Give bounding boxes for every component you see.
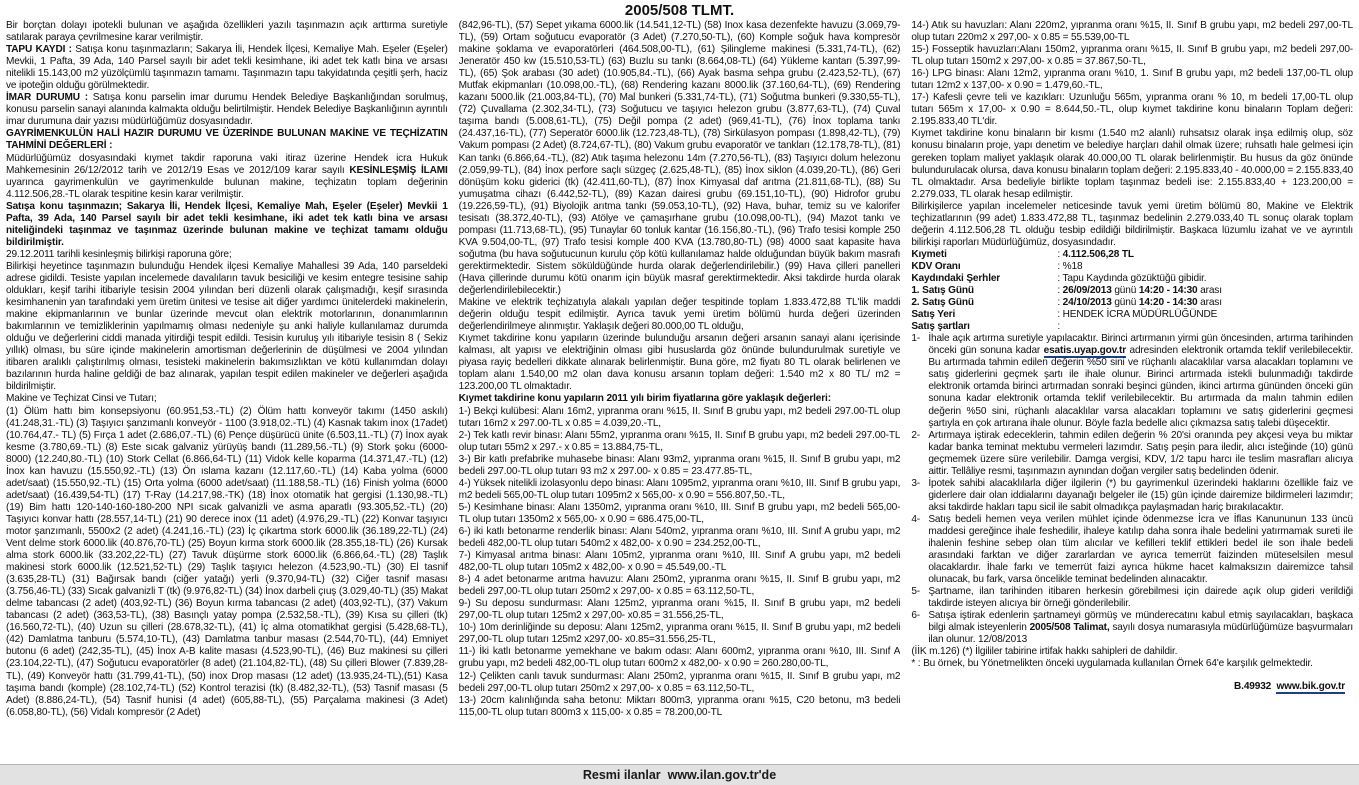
text-segment: 2-) Tek katlı revir binası: Alanı 55m2, yıpranma oranı %15, II. Sınıf B grubu yapı, m2 bedeli 297.00-TL olup tutarı 55m2 x 297.- x 0.85 = 13.884,75-TL, (458, 429, 901, 453)
text-segment: Kıymet takdirine konu yapıların 2011 yılı birim fiyatlarına göre yaklaşık değerleri: (458, 393, 831, 405)
kv-kiymeti (911, 249, 1353, 261)
paragraph (459, 478, 901, 502)
text-segment: Satışa konu parselin imar durumu Hendek Belediye Başkanlığından sorulmuş, konusu parselin sanayi alanında kalmakta olduğu belirtilmiştir. Hendek Belediye Başkanlığının ayrıntılı imar durumuna dair yazısı müdürlüğümüz dosyasındadır. (6, 92, 448, 128)
text-segment: Satışa konu taşınmazın; Sakarya İli, Hendek İlçesi, Kemaliye Mah, Eşeler (Eşeler) Mevkii 1 Pafta, 39 Ada, 140 Parsel sayılı bir adet tekli kesimhane, iki adet tek katlı bina ve arsası niteliğindeki taşınmaz ve taşınmaz üzerinde bulunan makine ve teçhizat tamamı olduğu bildirilmiştir. (6, 200, 448, 248)
paragraph (6, 249, 448, 261)
text-segment: arası (1197, 285, 1222, 297)
list-item-number: 1- (911, 333, 921, 345)
paragraph (911, 20, 1353, 44)
text-segment: : (1057, 297, 1063, 309)
text-segment: 14:20 - 14:30 (1138, 285, 1198, 297)
paragraph (911, 201, 1353, 249)
list-item-body (928, 514, 1353, 586)
kv-label: Satış şartları (911, 321, 970, 333)
text-segment: 26/09/2013 (1062, 285, 1112, 297)
text-segment: Bilirkişilerce yapılan incelemeler neticesinde tavuk yemi üretim bölümü 80, Makine ve Elektrik teçhizatlarının (99 adet) 1.833.472,88 TL, taşınmaz bedelinin 2.279.033,40 TL sonuç olarak toplam değerin 4.112.506,28 TL olduğu tesbip edildiği bildirilmiştir. Başkaca lüzumlu izahat ve ve ayrıntılı bilirkişi raporları Müdürlüğümüz, dosyasındadır. (911, 200, 1354, 248)
text-segment: Şartname, ilan tarihinden itibaren herkesin görebilmesi için dairede açık olup gideri verildiği takdirde isteyen alıcıya bir örneği gönderilebilir. (928, 586, 1354, 610)
text-segment: 4-) Yüksek nitelikli izolasyonlu depo binası: Alanı 1095m2, yıpranma oranı %10, III. Sınıf B grubu yapı, m2 bedeli 565,00-TL olup tutarı 1095m2 x 565,00- x 0.90 = 556.807,50.-TL, (458, 477, 901, 501)
paragraph (459, 502, 901, 526)
kv-label: 1. Satış Günü (911, 285, 974, 297)
paragraph (6, 44, 448, 92)
text-segment: İpotek sahibi alacaklılarla diğer ilgilerin (*) bu gayrimenkul üzerindeki haklarını özellikle faiz ve giderlere dair olan iddialarını dayanağı belgeler ile (15) gün içinde dairemize bildirmeleri lazımdır; aksi takdirde hakları tapu sicil ile sabit olmadıkça paylaşmadan hariç bırakılacaktır. (928, 477, 1354, 513)
text-segment: TAPU KAYDI : (6, 44, 76, 56)
kv-label: 2. Satış Günü (911, 297, 974, 309)
text-segment: (1) Ölüm hattı bim konsepsiyonu (60.951,53.-TL) (2) Ölüm hattı konveyör takımı (1450 askılı) (41.248,31.-TL) (3) Taşıyıcı şanzımanlı konveyör - 1100 (3.918,02.-TL) (4) Kasnak takım inox (17adet) (10.764,47.- TL) (5) Fırça 1 adet (2.686,07.-TL) (6) Pençe düşürücü ünite (6.503,11.-TL) (7) İnox ayak kesme (3.780,69.-TL) (8) Este sıcak galvaniz yürüyüş bandı (11.289,56.-TL) (9) Stork şoku (6000-8000) (12.240,80.-TL) (10) Stork Cellat (6.866,64-TL) (11) Vidok kelle koparma (14.371,47.-TL) (12) İnox kan havuzu (15.550,92.-TL) (13) Ön ıslama kazanı (12.117,60.-TL) (14) Kaba yolma (6000 adet/saat) (15.550,92.-TL) (15) Orta yolma (6000 adet/saat) (11.188,58.-TL) (16) Finish yolma (6000 adet/saat) (16.439,54-TL) (17) T-Ray (14.217,98.-TK) (18) İnox otomatik hat gergisi (1.130,98.-TL) (19) Bim hattı 120-140-160-180-200 NPI sıcak galvanizli ve asma aparatlı (93.305,52.-TL) (20) Taşıyıcı konvar hattı (28.557,14-TL) (21) 90 derece inox (11 adet) (4.976,29.-TL) (22) Konvar taşıyıcı motor şanzımanlı, 5500x2 (2 adet) (4.241,16.-TL) (23) İç çıkartma stork 6000.lik (36.189,22-TL) (24) Vent delme stork 6000.lik (40.876,70-TL) (25) Boyun kırma stork 6000.lik (28.355,18-TL) (26) Kursak alma stork 6000.lik (33.202,22-TL) (27) Tavuk düşürme stork 6000.lik (6.866,64.-TL) (28) Taşlık makinesi stork 6000.lik (12.521,52-TL) (29) Taşlık taşıyıcı helezon (4.523,90.-TL) (30) El tasnif (3.635,28-TL) (31) Bağırsak bandı (ciğer yatağı) yerli (9.370,94-TL) (32) Ciğer tasnif masası (3.756,46-TL) (33) Sıcak galvanizli T (tk) (9.976,82-TL) (34) İnox darbeli çıuş (3.029,40-TL) (35) Makat delme tabancası (2 adet) (403,92-TL) (36) Boyun kırma tabancası (2 adet) (403,92-TL), (37) Vakum tabancası (2 adet) (363,53-TL), (38) Basınçlı yatay pompa (2.532,58.-TL), (39) Kısa su çilleri (tk) (16.560,72-TL), (40) Uzun su çilleri (28.678,32-TL), (41) İç alma otomatikhat gergisi (5.428,68-TL), (42) Damlatma tanburu (5.574,10-TL), (43) Damlatma tanbur masası (2.544,70-TL), (44) Emniyet butonu (6 adet) (242,35-TL), (45) İnox A-B kalite masası (4.523,90-TL), (46) Buz makinesi su çilleri (23.104,22-TL), (47) Soğutucu evaporatörler (8 adet) (21.104,82-TL), (48) Su çilleri Blower (7.839,28-TL), (49) Konveyör hattı (31.799,41-TL), (50) inox Drop masası (12 adet) (13.935,24-TL),(51) Kasa taşıma bandı (komple) (28.102,74-TL) (52) Kontrol terazisi (tk) (8.482,32-TL), (53) Tasnif masası (5 Adet) (8.886,24-TL), (54) Tasnif hunisi (4 adet) (605,88-TL), (55) Parçalama makinesi (3 Adet) (6.058,80-TL), (56) Vidalı kompresör (2 Adet) (6, 405, 448, 718)
kv-value (1057, 261, 1353, 273)
text-segment: 14:20 - 14:30 (1138, 297, 1198, 309)
text-segment: : HENDEK İCRA MÜDÜRLÜĞÜNDE (1057, 309, 1218, 321)
text-segment: 16-) LPG binası: Alanı 12m2, yıpranma oranı %10, 1. Sınıf B grubu yapı, m2 bedeli 137,00-TL olup tutarı 12m2 x 137,00- x 0.90 = 1.479,60.-TL, (911, 68, 1354, 92)
list-item-number: 3- (911, 477, 921, 489)
list-item (911, 610, 1353, 646)
paragraph (911, 128, 1353, 200)
text-segment: : Tapu Kaydında gözüktüğü gibidir. (1057, 272, 1207, 284)
paragraph (459, 297, 901, 333)
text-segment: günü (1111, 285, 1139, 297)
paragraph (911, 658, 1353, 670)
text-segment: KESİNLEŞMİŞ İLAMI (349, 164, 448, 176)
column-left (6, 20, 448, 764)
paragraph (459, 430, 901, 454)
text-segment: Makine ve Teçhizat Cinsi ve Tutarı; (6, 393, 157, 405)
machine-list-part2 (459, 20, 901, 297)
text-segment: Kıymet takdirine konu binaların bir kısmı (1.540 m2 alanlı) ruhsatsız olarak inşa edilmiş olup, söz konusu binaların proje, yapı denetim ve belediye harçları dahil olmak üzere; ruhsatlı hale gelmesi için gereken toplam maliyet yaklaşık olarak 40.000,00 TL olarak belirlenmiştir. Bu husus da göz önünde bulundurulacak olursa, dava konusu binaların toplam değeri: 2.195.833,40 - 40.000,00 = 2.155.833,40 TL olmaktadır. Arsa bedeliyle birlikte toplam taşınmaz bedeli ise: 2.155.833,40 + 123.200,00 = 2.279.033, TL olarak hesap edilmiştir. (911, 128, 1354, 200)
text-segment: : (1057, 248, 1063, 260)
bik-link: www.bik.gov.tr (1276, 680, 1346, 692)
section-heading (6, 128, 448, 152)
kv-label: Kaydındaki Şerhler (911, 272, 1001, 284)
paragraph (911, 92, 1353, 128)
list-item (911, 586, 1353, 610)
paragraph (6, 92, 448, 128)
columns-container (0, 19, 1359, 764)
kv-satis-gunu-2 (911, 297, 1353, 309)
text-segment: (842,96-TL), (57) Sepet yıkama 6000.lik (14.541,12-TL) (58) İnox kasa dezenfekte havuzu (3.069,79-TL), (59) Ortam soğutucu evaporatör (3 Adet) (7.270,50-TL), (60) Komple soğuk hava kompresör makine şoklama ve evaporatörleri (464.508,00-TL), (61) Şilingleme makinesi (5.331,74-TL), (62) Jeneratör 450 kw (15.510,53-TL) (63) Buzlu su tankı (8.664,08-TL) (64) Yükleme kantarı (5.397,99-TL), (65) Şok arabası (30 adet) (10.905,84.-TL), (66) Ayak basma sehpa grubu (2.423,52-TL), (67) Mutfak ekipmanları (10.098,00.-TL), (68) Rendering kazanı 8000.lik (37.160,64-TL), (69) Rendering kazanı 5000.lik (21.003,84-TL), (70) Mal bunkeri (5.331,74-TL), (71) Soğutma bunkeri (9.330,55-TL), (72) Çuvallama (2.302,34-TL), (73) Soğutucu ve taşıyıcı helezon grubu (3.877,63-TL), (74) Çuval taşıma bandı (5.008,61-TL), (75) Değil pompa (2 adet) (969,41-TL), (76) İnox toplama tankı (24.437,16-TL), (77) Seperatör 6000.lik (12.723,48-TL), (78) Sirkülasyon pompası (1.898,42-TL), (79) Vakum pompası (2 Adet) (8.724,67-TL), (80) Vakum grubu evaporatör ve tankları (12.178,78-TL), (81) Kan tankı (6.866,64.-TL), (82) Atık taşıma helezonu 14m (7.270,56-TL), (83) Taşıyıcı dolum helezonu (2.059,99-TL), (84) İnox perfore saçlı süzgeç (2.625,48-TL), (85) İnox siklon (4.039,20-TL), (86) Geri dönüşüm koku giderici (tk) (42.411,60-TL), (87) İnox Kimyasal daf arıtma (21.811,68-TL), (88) Su yumuşatma cihazı (6.442,52-TL), (89) Kazan dairesi grubu (69.151,10-TL), (90) Hidrofor grubu (19.226,59-TL), (91) Biyolojik arıtma tankı (59.053,10-TL), (92) Hava, buhar, temiz su ve kalorifer tesisatı (38.372,40-TL), (93) Atölye ve çamaşırhane grubu (10.098,00-TL), (94) Mazot tankı ve pompası (11.713,68-TL), (95) Tunaylar 60 tonluk kantar (16.156,80.-TL), (96) Trafo tesisi komple 250 KVA 9.504,00-TL, (97) Trafo tesisi komple 400 KVA (13.780,80-TL) (98) 4000 saat kapasite hava soğutma (bu hava soğutucunun kurulu çöp kötü kullanılamaz halde olduğundan büyük bakım masrafı gerektirmektedir. Sistem söküldüğünde hurda olarak değerlendirilebilir.) (99) Hava çilleri panelleri (Hava çillerinde durumu kötü onarım için büyük masraf gerektirmektedir. Aksi takdirde hurda olarak değerlendirilebilecektir.) (458, 20, 901, 297)
paragraph (6, 393, 448, 405)
kv-kdv-orani (911, 261, 1353, 273)
paragraph (459, 622, 901, 646)
text-segment: günü (1111, 297, 1139, 309)
text-segment: Satış bedeli hemen veya verilen mühlet içinde ödenmezse İcra ve İflas Kanununun 133 üncü maddesi gereğince ihale feshedilir, ihaleye katılıp daha sonra ihale bedelini yatırmamak sureti ile ihalenin feshine sebep olan tüm alıcılar ve kefilleri teklif ettikleri bedel ile son ihale bedeli arasındaki farktan ve diğer zararlardan ve ayrıca temerrüt faizinden müteselsilen mesul olacaklardır. İhale farkı ve temerrüt faizi ayrıca hükme hacet kalmaksızın dairemizce tahsil olunacak, bu fark, varsa öncelikle teminat bedelinden alınacaktır. (928, 513, 1354, 586)
text-segment: 9-) Su deposu sundurması: Alanı 125m2, yıpranma oranı %15, II. Sınıf B grubu yapı, m2 bedeli 297,00-TL olup tutarı 125m2 x 297,00- x0.85 = 31.556,25-TL, (458, 598, 901, 622)
text-segment: 29.12.2011 tarihli kesinleşmiş bilirkişi raporuna göre; (6, 248, 232, 260)
text-segment: Müdürlüğümüz dosyasındaki kıymet takdir raporuna vaki itiraz üzerine Hendek icra Hukuk Mahkemesinin 26/12/2012 tarih ve 2012/19 Esas ve 2012/109 karar sayılı (6, 152, 448, 176)
kv-value (1057, 285, 1353, 297)
kv-label: Kıymeti (911, 248, 947, 260)
page-title: 2005/508 TLMT. (624, 2, 735, 19)
paragraph (459, 695, 901, 719)
list-item-body (928, 333, 1353, 429)
reference-number: B.49932 (1234, 680, 1277, 692)
text-segment: 17-) Kafesli çevre teli ve kazıkları: Uzunluğu 565m, yıpranma oranı % 10, m bedeli 17,00-TL olup tutarı 565m x 17,00- x 0.90 = 8.644,50.-TL, olup kıymet takdirine konu binaların Toplam değeri: 2.195.833,40 TL'dir. (911, 92, 1354, 128)
kv-value (1057, 273, 1353, 285)
unit-prices-heading (459, 393, 901, 405)
kv-satis-sartlari (911, 321, 1353, 333)
text-segment: Artırmaya iştirak edeceklerin, tahmin edilen değerin % 20'si oranında pey akçesi veya bu miktar kadar banka teminat mektubu vermeleri lazımdır. Satış peşin para iledir, alıcı isteğinde (10) günü geçmemek üzere süre verilebilir. Damga vergisi, KDV, 1/2 tapu harcı ile teslim masrafları alıcıya aittir. Tellâliye resmi, taşınmazın aynından doğan vergiler satış bedelinden ödenir. (928, 429, 1354, 477)
text-segment: 24/10/2013 (1062, 297, 1112, 309)
paragraph (459, 671, 901, 695)
text-segment: : (1057, 285, 1063, 297)
text-segment: 11-) İki katlı betonarme yemekhane ve bakım odası: Alanı 600m2, yıpranma oranı %10, III. Sınıf A grubu yapı, m2 bedeli 482,00-TL olup tutarı 600m2 x 482,00- x 0.90 = 260.280,00-TL, (458, 646, 901, 670)
list-item (911, 333, 1353, 429)
paragraph (911, 646, 1353, 658)
paragraph (6, 201, 448, 249)
list-item-body (928, 610, 1353, 646)
paragraph (459, 646, 901, 670)
text-segment: adresinden elektronik ortamda teklif verilebilecektir. Bu artırmada tahmin edilen değerin %50 sini ve rüçhanlı alacaklılar varsa alacakları toplamını ve satış giderlerini geçmek şartı ile ihale olunur. Birinci artırmada istekli bulunmadığı takdirde elektronik ortamda birinci artırmadan sonraki beşinci günden, ikinci artırma gününden önceki gün sonuna kadar elektronik ortamda teklif verilebilecektir. Bu artırmada da malın tahmin edilen değerin %50 sini, rüçhanlı alacaklılar varsa alacakları toplamını ve satış giderlerini geçmesi şartıyla en çok artırana ihale olunur. Böyle fazla bedelle alıcı çıkmazsa satış talebi düşecektir. (928, 345, 1354, 429)
text-segment: Kıymet takdirine konu yapıların üzerinde bulunduğu arsanın değeri arsanın sanayi alanı içerisinde kalması, alt yapısı ve elektriğinin olması gibi hususlarda göz önünde bulundurulmak suretiyle ve piyasa rayiç bedelleri dikkate alınarak belirlenmiştir. Buna göre, m2 fiyatı 80 TL olarak belirlenen ve toplam alanı 1.540,00 m2 olan dava konusu arsanın toplam değeri: 1.540 m2 x 80 TL/ m2 = 123.200,00 TL olmaktadır. (458, 333, 901, 393)
list-item-body (928, 586, 1353, 610)
text-segment: Bilirkişi heyetince taşınmazın bulunduğu Hendek ilçesi Kemaliye Mahallesi 39 Ada, 140 parseldeki adrese gidildi. Tesiste yapılan incelemede davalıların tavuk besiciliği ve kesim entegre tesisine sahip oldukları, keşif tarihi itibariyle tesisin 2004 yılından beri düzenli olarak çalışmadığı, keşif sırasında kesimhanenin yan tarafındaki yem üretim ünitesi ve tesise ait diğer yardımcı ünitelerdeki makinelerin, makine ekipmanlarının ve bunlar üzerinde mevcut olan elektrik motorlarının, donanımlarının bakımlarının ve temizliklerinin yapılmamış olması nedeniyle şu anki haliyle kullanılamaz durumda olduğu ve değerlerini ciddi manada yitirdiği tespit edildi. Tesisin kuruluş yılı itibariyle tesisin 8 ( Sekiz yıllık) olması, bu süre içinde makinelerin amortisman değerlerinin de düşülmesi ve 2004 yılından itibaren aralıklı çalıştırılmış olması, tesisteki makinelerin bakımsızlıktan ve kötü kullanımdan dolayı bazılarının hurda haline geldiği de baz alınarak, yapılan tespit edilen makineler ve değerleri aşağıda bildirilmiştir. (6, 260, 448, 393)
text-segment: 5-) Kesimhane binası: Alanı 1350m2, yıpranma oranı %10, III. Sınıf B grubu yapı, m2 bedeli 565,00-TL olup tutarı 1350m2 x 565,00- x 0.90 = 686.475,00-TL, (458, 501, 901, 525)
paragraph (459, 454, 901, 478)
text-segment: 4.112.506,28 TL (1062, 248, 1134, 260)
text-segment: : (1057, 321, 1060, 333)
paragraph (459, 598, 901, 622)
kv-satis-gunu-1 (911, 285, 1353, 297)
text-segment: 3-) Bir katlı prefabrike muhasebe binası: Alanı 93m2, yıpranma oranı %15, II. Sınıf B grubu yapı, m2 bedeli 297.00-TL olup tutarı 93 m2 x 297.00- x 0.85 = 23.477.85-TL, (458, 453, 901, 477)
kv-value (1057, 249, 1353, 261)
column-right (911, 20, 1353, 764)
text-segment: 13-) 20cm kalınlığında saha betonu: Miktarı 800m3, yıpranma oranı %15, C20 betonu, m3 bedeli 115,00-TL olup tutarı 800m3 x 115,00- x 0.85 = 78.200,00-TL (458, 694, 901, 718)
text-segment: Satışa konu taşınmazların; Sakarya İli, Hendek İlçesi, Kemaliye Mah. Eşeler (Eşeler) Mevkii, 1 Pafta, 39 Ada, 140 Parsel sayılı bir adet tekli kesimhane, iki adet tek katlı bina ve arsası nitelikli 15.143,00 m2 yüzölçümlü taşınmazın tamamı. Taşınmazın tapu takyidatında çeşitli şerh, haciz ve ipoteğin olduğu görülmektedir. (6, 44, 448, 92)
reference-line (911, 681, 1353, 693)
text-segment: sayılı dosya numarasıyla müdürlüğümüze başvurmaları ilan olunur. 12/08/2013 (928, 622, 1354, 646)
text-segment: 8-) 4 adet betonarme arıtma havuzu: Alanı 250m2, yıpranma oranı %15, II. Sınıf B grubu yapı, m2 bedeli 297,00-TL olup tutarı 250m2 x 297,00- x 0.85 = 63.112,50-TL, (458, 574, 901, 598)
list-item-number: 6- (911, 610, 921, 622)
text-segment: 2005/508 Talimat, (1029, 622, 1110, 634)
paragraph (459, 574, 901, 598)
paragraph (459, 333, 901, 393)
kv-satis-yeri (911, 309, 1353, 321)
kv-value (1057, 297, 1353, 309)
paragraph (6, 153, 448, 201)
list-item-number: 2- (911, 429, 921, 441)
text-segment: İMAR DURUMU : (6, 92, 93, 104)
text-segment: * : Bu örnek, bu Yönetmelikten önceki uygulamada kullanılan Örnek 64'e karşılık gelmektedir. (911, 658, 1313, 670)
kv-serhler (911, 273, 1353, 285)
paragraph (459, 526, 901, 550)
footer-bar-text: Resmi ilanlar www.ilan.gov.tr'de (582, 768, 777, 782)
kv-value (1057, 321, 1353, 333)
text-segment: Makine ve elektrik teçhizatıyla alakalı yapılan değer tespitinde toplam 1.833.472,88 TL'lik maddi değerin olduğu tespit edilmiştir. Ayrıca tavuk yemi üretim bölümü hurda değeri üzerinden değerlendirilmeye alınmıştır. Yaklaşık değeri 80.000,00 TL olduğu, (458, 297, 901, 333)
text-segment: arası (1197, 297, 1222, 309)
text-segment: uyarınca gayrimenkulün ve gayrimenkulde bulunan makine, teçhizatın toplam değerinin 4.112.506,28.-TL olarak tespitine kesin karar verilmiştir. (6, 176, 448, 200)
list-item-number: 4- (911, 513, 921, 525)
footer-bar (0, 764, 1359, 785)
column-middle (459, 20, 901, 764)
kv-label: Satış Yeri (911, 309, 956, 321)
machine-list-part1 (6, 406, 448, 719)
list-item (911, 430, 1353, 478)
paragraph (6, 20, 448, 44)
text-segment: GAYRİMENKULÜN HALİ HAZIR DURUMU VE ÜZERİNDE BULUNAN MAKİNE VE TEÇHİZATIN TAHMİNİ DEĞERLERİ : (6, 128, 448, 152)
list-item-body (928, 430, 1353, 478)
paragraph (459, 550, 901, 574)
text-segment: 12-) Çelikten canlı tavuk sundurması: Alanı 250m2, yıpranma oranı %15, II. Sınıf B grubu yapı, m2 bedeli 297,00-TL olup tutarı 250m2 x 297,00- x 0.85 = 63.112,50-TL, (458, 670, 901, 694)
list-item-number: 5- (911, 586, 921, 598)
text-segment: Bir borçtan dolayı ipotekli bulunan ve aşağıda özellikleri yazılı taşınmazın açık arttırma suretiyle satılarak paraya çevrilmesine karar verilmiştir. (6, 20, 448, 44)
text-segment: İhale açık artırma suretiyle yapılacaktır. Birinci artırmanın yirmi gün öncesinden, artırma tarihinden önceki gün sonuna kadar (928, 333, 1354, 357)
list-item-body (928, 478, 1353, 514)
text-segment: 14-) Atık su havuzları: Alanı 220m2, yıpranma oranı %15, II. Sınıf B grubu yapı, m2 bedeli 297,00-TL olup tutarı 220m2 x 297,00- x 0.85 = 55.539,00-TL (911, 20, 1354, 44)
paragraph (6, 261, 448, 394)
text-segment: 6-) iki katlı betonarme renderlik binası: Alanı 540m2, yıpranma oranı %10, III. Sınıf A grubu yapı, m2 bedeli 482,00-TL olup tutarı 540m2 x 482,00- x 0.90 = 234.252,00-TL, (458, 525, 901, 550)
text-segment: 1-) Bekçi kulübesi: Alanı 16m2, yıpranma oranı %15, II. Sınıf B grubu yapı, m2 bedeli 297.00-TL olup tutarı 16m2 x 297.00-TL x 0.85 = 4.039,20.-TL, (458, 405, 901, 429)
paragraph (911, 44, 1353, 68)
esatis-link: esatis.uyap.gov.tr (1043, 345, 1127, 357)
text-segment: 7-) Kimyasal arıtma binası: Alanı 105m2, yıpranma oranı %10, III. Sınıf A grubu yapı, m2 bedeli 482,00-TL olup tutarı 105m2 x 482,00- x 0.90 = 45.549,00.-TL (458, 550, 901, 574)
text-segment: : %18 (1057, 260, 1083, 272)
text-segment: Satışa iştirak edenlerin şartnameyi görmüş ve münderecatını kabul etmiş sayılacakları, başkaca bilgi almak isteyenlerin (928, 610, 1354, 634)
text-segment: 15-) Fosseptik havuzları:Alanı 150m2, yıpranma oranı %15, II. Sınıf B grubu yapı, m2 bedeli 297,00-TL olup tutarı 150m2 x 297,00- x 0.85 = 37.867,50-TL, (911, 44, 1354, 68)
kv-label: KDV Oranı (911, 260, 961, 272)
kv-value (1057, 309, 1353, 321)
list-item (911, 514, 1353, 586)
text-segment: 10-) 10m derinliğinde su deposu: Alanı 125m2, yıpranma oranı %15, II. Sınıf B grubu yapı, m2 bedeli 297,00-TL olup tutarı 125m2 x297,00- x0.85=31.556,25-TL, (458, 622, 901, 646)
paragraph (459, 406, 901, 430)
list-item (911, 478, 1353, 514)
text-segment: (İİK m.126) (*) İlgililer tabirine irtifak hakkı sahipleri de dahildir. (911, 646, 1178, 658)
paragraph (911, 68, 1353, 92)
